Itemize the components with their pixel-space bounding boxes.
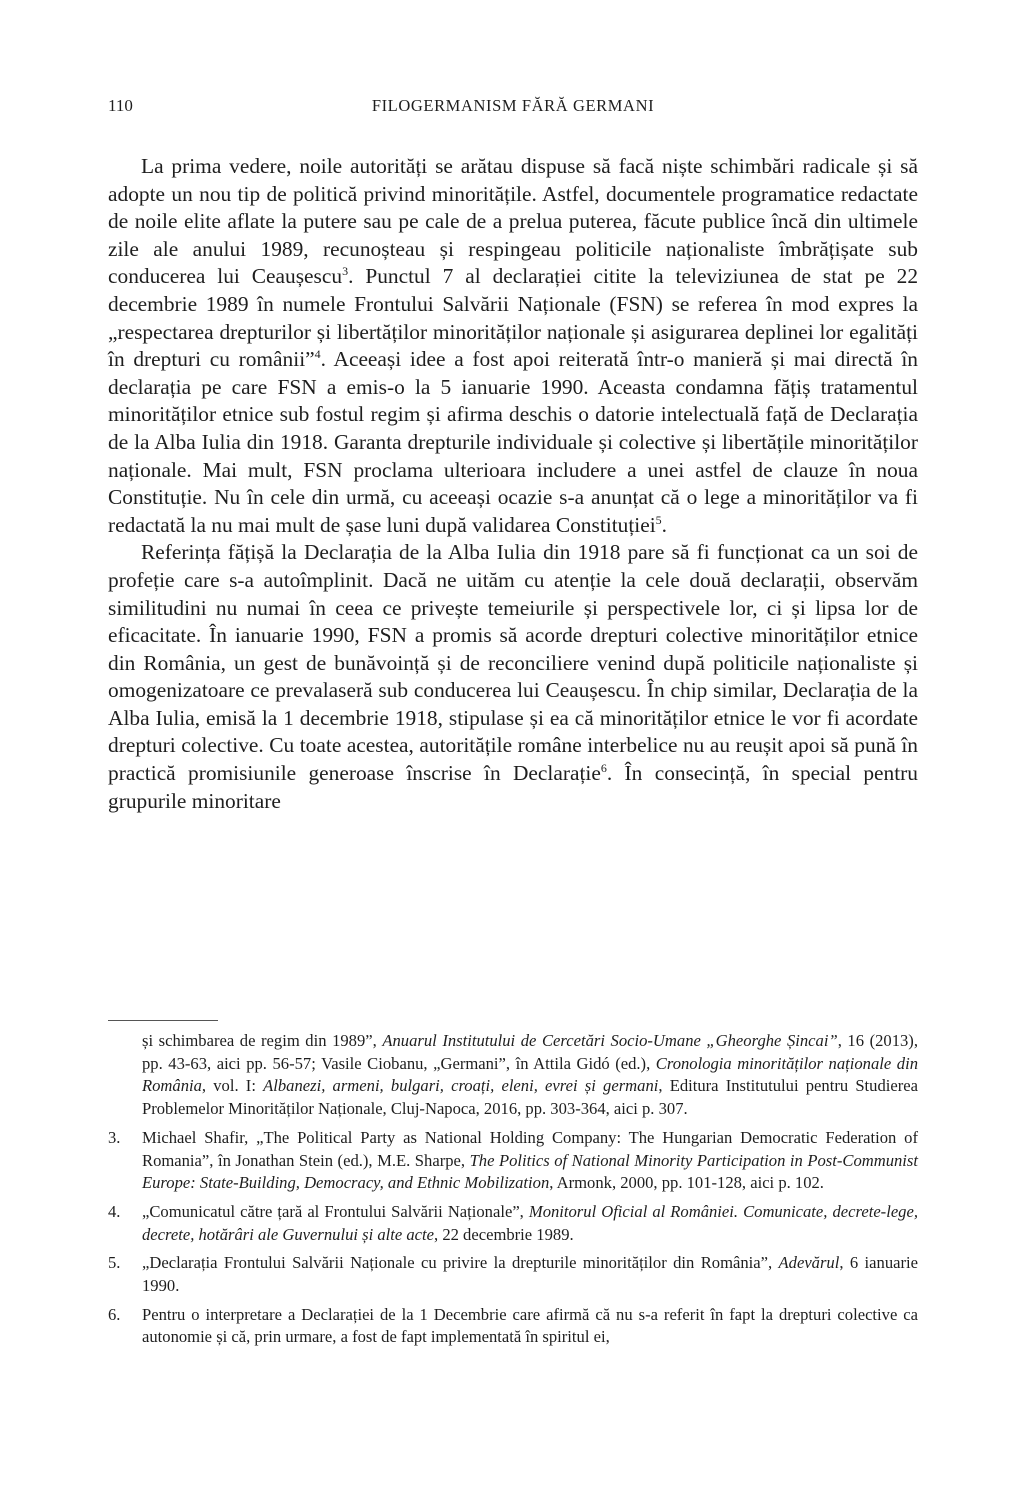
italic-title: Anuarul Institutului de Cercetări Socio-Umane „Gheorghe Șincai” (382, 1031, 838, 1050)
footnote-text: și schimbarea de regim din 1989”, (142, 1031, 383, 1050)
footnotes (108, 1030, 918, 1355)
footnote-number: 6. (108, 1304, 121, 1324)
paragraph-text: Referința fățișă la Declarația de la Alba Iulia din 1918 pare să fi funcționat ca un soi de profeție care s-a autoîmplinit. Dacă ne uităm cu atenție la cele două declarații, observăm similitudini nu numai în ceea ce privește temeiurile și perspectivele lor, ci și lipsa lor de eficacitate. În ianuarie 1990, FSN a promis să acorde drepturi colective minorităților etnice din România, un gest de bunăvoință și de reconciliere venind după politicile naționaliste și omogenizatoare ce prevalaseră sub conducerea lui Ceaușescu. În chip similar, Declarația de la Alba Iulia, emisă la 1 decembrie 1918, stipulase și ea că minorităților etnice le vor fi acordate drepturi colective. Cu toate acestea, autoritățile române interbelice nu au reușit apoi să pună în practică promisiunile generoase înscrise în Declarație (108, 540, 918, 786)
footnote (108, 1127, 918, 1195)
italic-title: Cronologia minorităților naționale din România (142, 1053, 918, 1096)
footnote-text: , vol. I: (201, 1076, 264, 1096)
footnote-text: , 6 ianuarie 1990. (142, 1253, 918, 1296)
italic-title: Adevărul (778, 1253, 840, 1273)
footnote-text: , 22 decembrie 1989. (434, 1224, 574, 1244)
body-text (108, 153, 918, 815)
footnote-number: 4. (108, 1201, 121, 1221)
footnote (108, 1030, 918, 1121)
footnote-number: 5. (108, 1253, 121, 1273)
italic-title: The Politics of National Minority Participation in Post-Communist Europe: State-Building, Democracy, and Ethnic Mobilization (142, 1150, 918, 1193)
footnote (108, 1201, 918, 1246)
footnote-text: , 16 (2013), pp. 43-63, aici pp. 56-57; Vasile Ciobanu, „Germani”, în Attila Gidó (ed.), (142, 1031, 918, 1073)
footnote-reference[interactable]: 6 (600, 760, 607, 775)
footnote-separator (108, 1020, 218, 1021)
footnote (108, 1304, 918, 1349)
italic-title: Albanezi, armeni, bulgari, croați, eleni, evrei și germani (263, 1076, 659, 1096)
paragraph-text: . Punctul 7 al declarației citite la televiziunea de stat pe 22 decembrie 1989 în numele Frontului Salvării Naționale (FSN) se referea în mod expres la „respectarea drepturilor și libertăților minorităților naționale și asigurarea deplinei lor egalități în drepturi cu românii” (108, 264, 919, 372)
paragraph-text: . În consecință, în special pentru grupurile minoritare (108, 761, 918, 813)
footnote-reference[interactable]: 5 (655, 512, 662, 527)
footnote (108, 1252, 918, 1297)
page-header (108, 96, 918, 122)
paragraph (108, 153, 918, 539)
paragraph-text: La prima vedere, noile autorități se arătau dispuse să facă niște schimbări radicale și să adopte un nou tip de politică privind minoritățile. Astfel, documentele programatice redactate de noile elite aflate la putere sau pe cale de a prelua puterea, făcute publice încă din ultimele zile ale anului 1989, recunoșteau și respingeau politicile naționaliste îmbrățișate sub conducerea lui Ceaușescu (108, 154, 918, 289)
footnote-number: 3. (108, 1127, 121, 1147)
running-title: FILOGERMANISM FĂRĂ GERMANI (371, 96, 655, 115)
footnote-reference[interactable]: 3 (342, 264, 349, 279)
paragraph (108, 539, 918, 815)
footnote-text: Pentru o interpretare a Declarației de la 1 Decembrie care afirmă că nu s-a referit în fapt la drepturi colective ca autonomie și că, prin urmare, a fost de fapt implementată în spiritul ei, (142, 1304, 918, 1347)
footnote-text: „Declarația Frontului Salvării Naționale cu privire la drepturile minorităților din România”, (142, 1253, 779, 1273)
footnote-text: „Comunicatul către țară al Frontului Salvării Naționale”, (142, 1201, 529, 1221)
paragraph-text: . Aceeași idee a fost apoi reiterată într-o manieră și mai directă în declarația pe care FSN a emis-o la 5 ianuarie 1990. Aceasta condamna fățiș tratamentul minorităților etnice sub fostul regim și afirma deschis o datorie intelectuală față de Declarația de la Alba Iulia din 1918. Garanta drepturile individuale și colective și libertățile minorităților naționale. Mai mult, FSN proclama ulterioara includere a unei astfel de clauze în noua Constituție. Nu în cele din urmă, cu aceeași ocazie s-a anunțat că o lege a minorităților va fi redactată la nu mai mult de șase luni după validarea Constituției (108, 347, 918, 537)
footnote-text: , Armonk, 2000, pp. 101-128, aici p. 102. (549, 1173, 824, 1193)
footnote-text: , Editura Institutului pentru Studierea Problemelor Minorităților Naționale, Cluj-Napoca, 2016, pp. 303-364, aici p. 307. (142, 1076, 918, 1119)
page-number: 110 (108, 96, 133, 115)
footnote-text: Michael Shafir, „The Political Party as National Holding Company: The Hungarian Democratic Federation of Romania”, în Jonathan Stein (ed.), M.E. Sharpe, (142, 1127, 918, 1170)
paragraph-text: . (661, 512, 668, 537)
italic-title: Monitorul Oficial al României. Comunicate, decrete-lege, decrete, hotărâri ale Guvernului și alte acte (142, 1201, 918, 1244)
footnote-reference[interactable]: 4 (314, 347, 321, 362)
